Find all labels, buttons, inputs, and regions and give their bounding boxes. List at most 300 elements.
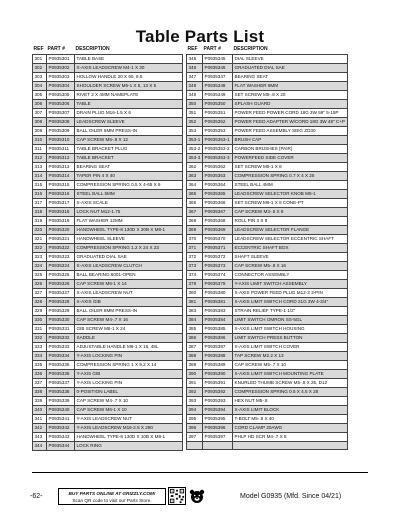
table-row xyxy=(187,144,348,153)
table-row xyxy=(187,405,348,414)
table-row xyxy=(187,162,348,171)
ref-cell: 385 xyxy=(187,324,203,333)
page-title: Table Parts List xyxy=(135,27,265,46)
part-number-cell xyxy=(203,441,233,450)
ref-cell: 370 xyxy=(187,234,203,243)
ref-cell: 342 xyxy=(33,423,47,432)
part-number-cell: P0935326 xyxy=(47,279,75,288)
part-number-cell: P0935309 xyxy=(47,126,75,135)
part-number-cell: P0935332 xyxy=(47,333,75,342)
part-number-cell: P0935323 xyxy=(47,252,75,261)
description-cell: TABLE BRACKET PLUG xyxy=(75,144,183,153)
table-row xyxy=(33,360,183,369)
description-cell: Y-AXIS LIMIT SWITCH ASSEMBLY xyxy=(233,279,348,288)
table-row xyxy=(33,198,183,207)
description-cell: CAP SCREW M5-.8 X 12 xyxy=(75,135,183,144)
description-cell: LOCK NUT M12-1.75 xyxy=(75,207,183,216)
grizzly-bear-logo-icon xyxy=(188,488,206,504)
description-cell: SET SCREW M5-.8 X 20 xyxy=(233,90,348,99)
table-row xyxy=(33,423,183,432)
header-ref: REF xyxy=(33,46,44,52)
part-number-cell: P0935373 xyxy=(203,261,233,270)
table-row xyxy=(33,279,183,288)
table-row xyxy=(187,243,348,252)
table-row xyxy=(33,162,183,171)
description-cell: CAP SCREW M3-.5 X 8 xyxy=(233,207,348,216)
ref-cell: 379 xyxy=(187,279,203,288)
table-row xyxy=(33,72,183,81)
description-cell: BALL OILER 6MM PRESS-IN xyxy=(75,126,183,135)
page-number: -62- xyxy=(30,493,43,500)
ref-cell xyxy=(187,441,203,450)
ref-cell: 305 xyxy=(33,90,47,99)
table-row xyxy=(187,189,348,198)
table-row xyxy=(187,207,348,216)
part-number-cell: P0935317 xyxy=(47,198,75,207)
ref-cell: 317 xyxy=(33,198,47,207)
description-cell: LEADSCREW SELECTOR ECCENTRIC SHAFT xyxy=(233,234,348,243)
parts-table-left xyxy=(32,46,183,451)
description-cell: TABLE BASE xyxy=(75,54,183,63)
ref-cell: 353-1 xyxy=(187,135,203,144)
description-cell: SADDLE xyxy=(75,333,183,342)
part-number-cell: P0935316 xyxy=(47,189,75,198)
part-number-cell: P0935379 xyxy=(203,279,233,288)
table-row xyxy=(33,153,183,162)
part-number-cell: P0935370 xyxy=(203,234,233,243)
qr-code-icon[interactable] xyxy=(168,487,186,505)
ref-cell: 311 xyxy=(33,144,47,153)
ref-cell: 343 xyxy=(33,432,47,441)
part-number-cell: P0935396 xyxy=(203,423,233,432)
description-cell xyxy=(233,441,348,450)
description-cell: SHOULDER SCREW M6-1 X 5, 13 X 5 xyxy=(75,81,183,90)
ref-cell: 393 xyxy=(187,396,203,405)
description-cell: GRADUATED DIAL SAE xyxy=(233,63,348,72)
part-number-cell: P0935333 xyxy=(47,342,75,351)
table-row xyxy=(33,243,183,252)
table-row xyxy=(33,405,183,414)
table-row xyxy=(187,63,348,72)
ref-cell: 346 xyxy=(187,63,203,72)
table-row xyxy=(33,396,183,405)
ref-cell: 353-2 xyxy=(187,144,203,153)
part-number-cell: P0935328 xyxy=(47,297,75,306)
ref-cell: 383 xyxy=(187,306,203,315)
description-cell: STEEL BALL 4MM xyxy=(233,180,348,189)
part-number-cell: P0935368 xyxy=(203,216,233,225)
table-row xyxy=(33,189,183,198)
part-number-cell: P0935337 xyxy=(47,378,75,387)
table-row xyxy=(187,351,348,360)
part-number-cell: P0935319 xyxy=(47,216,75,225)
description-cell: CAP SCREW M5-.7 X 10 xyxy=(233,360,348,369)
header-description: DESCRIPTION xyxy=(233,46,268,52)
table-row xyxy=(187,135,348,144)
ref-cell: 339 xyxy=(33,396,47,405)
description-cell: POWER FEED ADAPTER W/CORD 18G 3W 48" C+P xyxy=(233,117,348,126)
description-cell: ROLL PIN 3 X 8 xyxy=(233,216,348,225)
table-row xyxy=(187,279,348,288)
ref-cell: 316 xyxy=(33,189,47,198)
ref-cell: 328 xyxy=(33,297,47,306)
part-number-cell: P0935386 xyxy=(203,333,233,342)
ref-cell: 335 xyxy=(33,360,47,369)
part-number-cell: P0935307 xyxy=(47,108,75,117)
ref-cell: 394 xyxy=(187,405,203,414)
table-row xyxy=(187,234,348,243)
table-row xyxy=(187,54,348,63)
ref-cell: 352 xyxy=(187,117,203,126)
ref-cell: 332 xyxy=(33,333,47,342)
table-row xyxy=(33,216,183,225)
table-row xyxy=(33,99,183,108)
description-cell: COMPRESSION SPRING 0.5 X 4-65 X 9 xyxy=(75,180,183,189)
part-number-cell: P0935329 xyxy=(47,306,75,315)
table-row xyxy=(187,270,348,279)
part-number-cell: P0935314 xyxy=(47,171,75,180)
description-cell: X-AXIS GIB xyxy=(75,297,183,306)
table-row xyxy=(187,297,348,306)
table-row xyxy=(187,369,348,378)
description-cell: DIAL SLEEVE xyxy=(233,54,348,63)
description-cell: ECCENTRIC SHAFT BOX xyxy=(233,243,348,252)
table-row xyxy=(33,54,183,63)
ref-cell: 384 xyxy=(187,315,203,324)
description-cell: CAP SCREW M4-.7 X 10 xyxy=(75,396,183,405)
table-row xyxy=(187,180,348,189)
header-description: DESCRIPTION xyxy=(75,46,110,52)
part-number-cell: P0935347 xyxy=(203,72,233,81)
description-cell: BEARING SEAT xyxy=(75,162,183,171)
ref-cell: 330 xyxy=(33,315,47,324)
buy-parts-banner[interactable] xyxy=(58,488,166,505)
table-row xyxy=(187,288,348,297)
part-number-cell: P0935339 xyxy=(47,396,75,405)
table-row xyxy=(33,297,183,306)
part-number-cell: P0935397 xyxy=(203,432,233,441)
description-cell: X-AXIS LIMIT BLOCK xyxy=(233,405,348,414)
table-row xyxy=(187,342,348,351)
description-cell: X-AXIS LIMIT SWITCH HOUSING xyxy=(233,324,348,333)
description-cell: STRAIN RELIEF TYPE-1 1/2" xyxy=(233,306,348,315)
ref-cell: 340 xyxy=(33,405,47,414)
ref-cell: 315 xyxy=(33,180,47,189)
description-cell: LEADSCREW SELECTOR KNOB M6-1 xyxy=(233,189,348,198)
footer-divider xyxy=(32,472,368,473)
table-row xyxy=(187,126,348,135)
ref-cell: 368 xyxy=(187,216,203,225)
part-number-cell: P0935321 xyxy=(47,234,75,243)
buy-parts-subtext: Scan QR code to visit our Parts Store. xyxy=(72,498,152,503)
ref-cell: 325 xyxy=(33,270,47,279)
part-number-cell: P0935383 xyxy=(203,306,233,315)
part-number-cell: P0935369 xyxy=(203,225,233,234)
table-row xyxy=(187,90,348,99)
header-part: PART # xyxy=(47,46,65,52)
parts-table-right xyxy=(186,46,348,450)
ref-cell: 381 xyxy=(187,297,203,306)
table-row xyxy=(33,63,183,72)
table-row xyxy=(33,414,183,423)
part-number-cell: P0935312 xyxy=(47,153,75,162)
table-row xyxy=(187,324,348,333)
part-number-cell: P0935301 xyxy=(47,54,75,63)
description-cell: HANDWHEEL TYPE-8 130D X 10B X M8-1 xyxy=(75,432,183,441)
table-row xyxy=(187,171,348,180)
table-row xyxy=(33,108,183,117)
ref-cell: 390 xyxy=(187,369,203,378)
ref-cell: 306 xyxy=(33,99,47,108)
ref-cell: 333 xyxy=(33,342,47,351)
part-number-cell: P0935315 xyxy=(47,180,75,189)
description-cell: GRADUATED DIAL SAE xyxy=(75,252,183,261)
description-cell: COMPRESSION SPRING 1.2 X 24 X 23 xyxy=(75,243,183,252)
part-number-cell: P0935335 xyxy=(47,360,75,369)
table-row xyxy=(187,432,348,441)
table-row xyxy=(187,225,348,234)
description-cell: CAP SCREW M6-1 X 10 xyxy=(75,405,183,414)
table-row xyxy=(187,423,348,432)
ref-cell: 314 xyxy=(33,171,47,180)
table-row xyxy=(33,261,183,270)
description-cell: BALL BEARING 6001-OPEN xyxy=(75,270,183,279)
part-number-cell: P0935391 xyxy=(203,378,233,387)
table-row xyxy=(33,288,183,297)
part-number-cell: P0935345 xyxy=(203,54,233,63)
description-cell: CORD CLAMP 20AWG xyxy=(233,423,348,432)
description-cell: CAP SCREW M6-1 X 14 xyxy=(75,279,183,288)
description-cell: LEADSCREW SELECTOR FLANGE xyxy=(233,225,348,234)
ref-cell: 386 xyxy=(187,333,203,342)
part-number-cell: P0935352 xyxy=(203,117,233,126)
ref-cell: 380 xyxy=(187,288,203,297)
part-number-cell: P0935327 xyxy=(47,288,75,297)
ref-cell: 318 xyxy=(33,207,47,216)
ref-cell: 303 xyxy=(33,72,47,81)
ref-cell: 307 xyxy=(33,108,47,117)
header-ref: REF xyxy=(187,46,198,52)
part-number-cell: P0935304 xyxy=(47,81,75,90)
ref-cell: 338 xyxy=(33,387,47,396)
table-row xyxy=(33,315,183,324)
ref-cell: 369 xyxy=(187,225,203,234)
table-row xyxy=(187,81,348,90)
description-cell: SET SCREW M5-1 X 8 xyxy=(233,162,348,171)
ref-cell: 350 xyxy=(187,99,203,108)
ref-cell: 309 xyxy=(33,126,47,135)
description-cell: SPLASH GUARD xyxy=(233,99,348,108)
table-row xyxy=(33,90,183,99)
part-number-cell: P0935351 xyxy=(203,108,233,117)
description-cell: COMPRESSION SPRING 0.5 X 4.5 X 28 xyxy=(233,387,348,396)
description-cell: X-AXIS LEADSCREW NUT xyxy=(75,288,183,297)
ref-cell: 301 xyxy=(33,54,47,63)
table-row xyxy=(33,378,183,387)
part-number-cell: P0935324 xyxy=(47,261,75,270)
description-cell: KNURLED THUMB SCREW M5-.8 X 25, D12 xyxy=(233,378,348,387)
ref-cell: 396 xyxy=(187,423,203,432)
table-row xyxy=(33,270,183,279)
table-row xyxy=(33,252,183,261)
part-number-cell: P0935365 xyxy=(203,189,233,198)
ref-cell: 364 xyxy=(187,180,203,189)
part-number-cell: P0935342 xyxy=(47,423,75,432)
description-cell: ADJUSTABLE HANDLE M6-1 X 16, 48L xyxy=(75,342,183,351)
description-cell: T-BOLT M5-.8 X 40 xyxy=(233,414,348,423)
ref-cell: 302 xyxy=(33,63,47,72)
description-cell: BALL OILER 8MM PRESS-IN xyxy=(75,306,183,315)
ref-cell: 344 xyxy=(33,441,47,450)
table-row xyxy=(187,333,348,342)
description-cell: STEEL BALL 5MM xyxy=(75,189,183,198)
ref-cell: 353-3 xyxy=(187,153,203,162)
description-cell: BEARING SEAT xyxy=(233,72,348,81)
table-row xyxy=(33,387,183,396)
ref-cell: 345 xyxy=(187,54,203,63)
description-cell: COMPRESSION SPRING 0.7 X 4 X 25 xyxy=(233,171,348,180)
part-number-cell: P0935313 xyxy=(47,162,75,171)
model-info: Model G0935 (Mfd. Since 04/21) xyxy=(240,493,342,500)
table-row xyxy=(33,225,183,234)
part-number-cell: P0935334 xyxy=(47,351,75,360)
ref-cell: 329 xyxy=(33,306,47,315)
ref-cell: 320 xyxy=(33,225,47,234)
ref-cell: 363 xyxy=(187,171,203,180)
part-number-cell: P0935349 xyxy=(203,90,233,99)
table-row xyxy=(187,306,348,315)
description-cell: CARBON BRUSHES (PAIR) xyxy=(233,144,348,153)
part-number-cell: P0935372 xyxy=(203,252,233,261)
part-number-cell: P0935353-1 xyxy=(203,135,233,144)
description-cell: 0-POSITION LABEL xyxy=(75,387,183,396)
part-number-cell: P0935374 xyxy=(203,270,233,279)
description-cell: POWER FEED POWER CORD 18G 3W 59" 5-15P xyxy=(233,108,348,117)
ref-cell: 322 xyxy=(33,243,47,252)
ref-cell: 313 xyxy=(33,162,47,171)
part-number-cell: P0935303 xyxy=(47,72,75,81)
description-cell: X-AXIS LEADSCREW CLUTCH xyxy=(75,261,183,270)
description-cell: X-AXIS SCALE xyxy=(75,198,183,207)
table-row xyxy=(33,81,183,90)
part-number-cell: P0935341 xyxy=(47,414,75,423)
ref-cell: 336 xyxy=(33,369,47,378)
table-row xyxy=(187,99,348,108)
part-number-cell: P0935367 xyxy=(203,207,233,216)
table-row xyxy=(187,396,348,405)
ref-cell: 312 xyxy=(33,153,47,162)
description-cell: LEADSCREW SLEEVE xyxy=(75,117,183,126)
part-number-cell: P0935389 xyxy=(203,360,233,369)
part-number-cell: P0935363 xyxy=(203,171,233,180)
table-row xyxy=(33,324,183,333)
description-cell: X-AXIS LIMIT SWITCH MOUNTING PLATE xyxy=(233,369,348,378)
table-row xyxy=(187,378,348,387)
part-number-cell: P0935364 xyxy=(203,180,233,189)
part-number-cell: P0935388 xyxy=(203,351,233,360)
description-cell: POWER FEED ASSEMBLY SIEG ZD30 xyxy=(233,126,348,135)
ref-cell: 326 xyxy=(33,279,47,288)
ref-cell: 362 xyxy=(187,162,203,171)
ref-cell: 319 xyxy=(33,216,47,225)
description-cell: SET SCREW M6-1 X 8 CONE-PT xyxy=(233,198,348,207)
ref-cell: 337 xyxy=(33,378,47,387)
part-number-cell: P0935343 xyxy=(47,432,75,441)
part-number-cell: P0935344 xyxy=(47,441,75,450)
description-cell: LIMIT SWITCH OMRON SS-5GL xyxy=(233,315,348,324)
table-row xyxy=(187,414,348,423)
table-row xyxy=(33,306,183,315)
part-number-cell: P0935346 xyxy=(203,63,233,72)
description-cell: HANDWHEEL SLEEVE xyxy=(75,234,183,243)
table-row xyxy=(33,369,183,378)
ref-cell: 397 xyxy=(187,432,203,441)
table-row xyxy=(187,261,348,270)
ref-cell: 365 xyxy=(187,189,203,198)
description-cell: X-AXIS LIMIT SWITCH CORD 21G 3W 4-3/4" xyxy=(233,297,348,306)
ref-cell: 395 xyxy=(187,414,203,423)
part-number-cell: P0935390 xyxy=(203,369,233,378)
description-cell: HOLLOW HANDLE 20 X 60, 8.5 xyxy=(75,72,183,81)
description-cell: Y-AXIS LOCKING PIN xyxy=(75,351,183,360)
ref-cell: 373 xyxy=(187,261,203,270)
part-number-cell: P0935325 xyxy=(47,270,75,279)
table-row xyxy=(33,126,183,135)
ref-cell: 372 xyxy=(187,252,203,261)
description-cell: HEX NUT M5-.8 xyxy=(233,396,348,405)
part-number-cell: P0935387 xyxy=(203,342,233,351)
description-cell: TABLE xyxy=(75,99,183,108)
part-number-cell: P0935336 xyxy=(47,369,75,378)
table-row xyxy=(187,117,348,126)
part-number-cell: P0935320 xyxy=(47,225,75,234)
ref-cell: 348 xyxy=(187,81,203,90)
table-row xyxy=(33,117,183,126)
buy-parts-headline: BUY PARTS ONLINE AT GRIZZLY.COM! xyxy=(68,491,156,496)
ref-cell: 371 xyxy=(187,243,203,252)
table-row xyxy=(187,198,348,207)
ref-cell: 331 xyxy=(33,324,47,333)
ref-cell: 374 xyxy=(187,270,203,279)
description-cell: CONNECTOR ASSEMBLY xyxy=(233,270,348,279)
part-number-cell: P0935395 xyxy=(203,414,233,423)
description-cell: Y-AXIS LOCKING PIN xyxy=(75,378,183,387)
ref-cell: 341 xyxy=(33,414,47,423)
description-cell: PHLP HD SCR M4-.7 X 8 xyxy=(233,432,348,441)
table-row xyxy=(33,144,183,153)
description-cell: X-AXIS POWER FEED PLUG M12-3 3-PIN xyxy=(233,288,348,297)
table-row xyxy=(33,351,183,360)
ref-cell: 304 xyxy=(33,81,47,90)
part-number-cell: P0935371 xyxy=(203,243,233,252)
description-cell: FLAT WASHER 8MM xyxy=(233,81,348,90)
ref-cell: 351 xyxy=(187,108,203,117)
description-cell: Y-AXIS GIB xyxy=(75,369,183,378)
table-row xyxy=(33,441,183,450)
ref-cell: 367 xyxy=(187,207,203,216)
header-part: PART # xyxy=(203,46,221,52)
description-cell: SHAFT SLEEVE xyxy=(233,252,348,261)
ref-cell: 353 xyxy=(187,126,203,135)
part-number-cell: P0935366 xyxy=(203,198,233,207)
ref-cell: 321 xyxy=(33,234,47,243)
part-number-cell: P0935322 xyxy=(47,243,75,252)
parts-table-left-body xyxy=(33,54,183,450)
part-number-cell: P0935350 xyxy=(203,99,233,108)
table-row xyxy=(33,342,183,351)
table-row xyxy=(33,333,183,342)
table-row xyxy=(33,180,183,189)
